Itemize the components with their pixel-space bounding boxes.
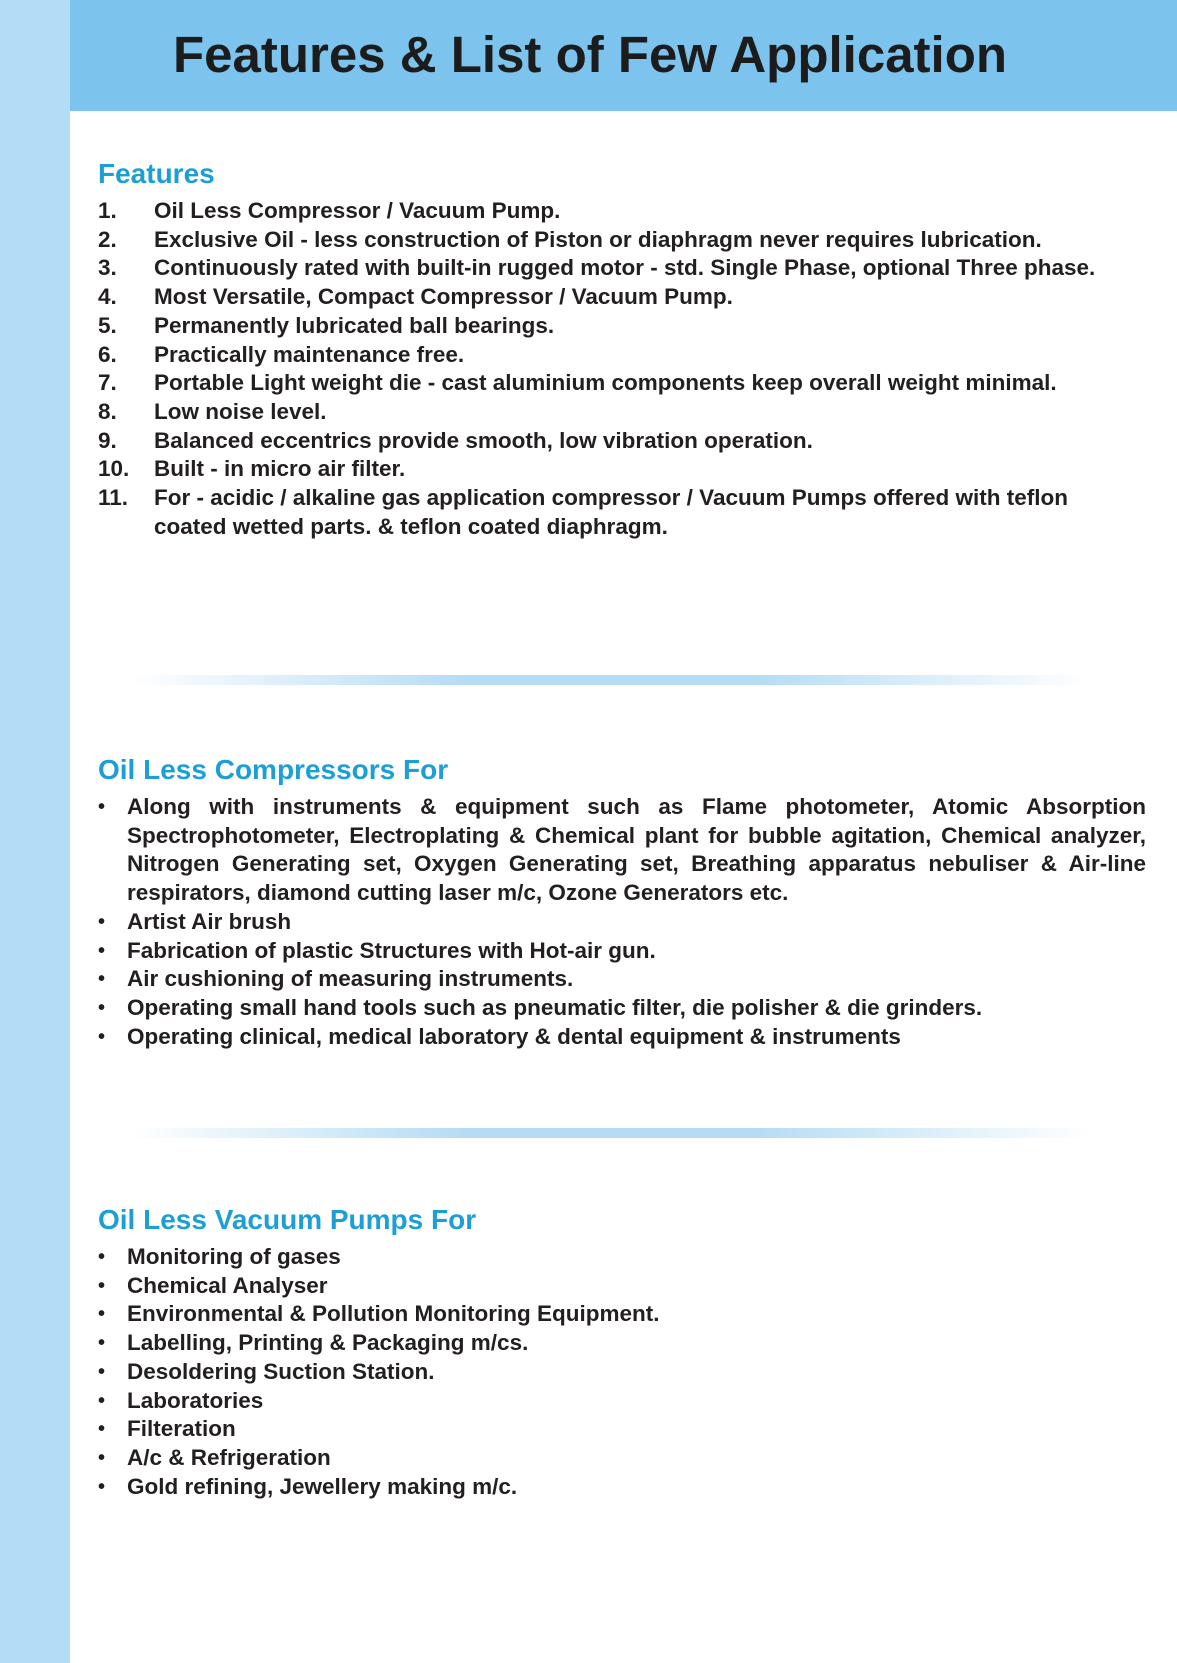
- item-number: 6.: [98, 341, 117, 367]
- list-item: • Operating small hand tools such as pneumatic filter, die polisher & die grinders.: [98, 994, 1146, 1023]
- list-item: [98, 283, 1118, 312]
- list-item: [98, 455, 1118, 484]
- list-item: [98, 254, 1118, 283]
- list-item: • Along with instruments & equipment such as Flame photometer, Atomic Absorption Spectrophotometer, Electroplating & Chemical plant for bubble agitation, Chemical analyzer, Nitrogen Generating set, Oxygen Generating set, Breathing apparatus nebuliser & Air-line respirators, diamond cutting laser m/c, Ozone Generators etc.: [98, 793, 1146, 908]
- item-text: Low noise level.: [154, 398, 327, 424]
- list-item: • Gold refining, Jewellery making m/c.: [98, 1473, 1146, 1502]
- compressors-section: [98, 751, 1146, 1051]
- list-item: [98, 197, 1118, 226]
- item-number: 9.: [98, 427, 117, 453]
- item-text: Balanced eccentrics provide smooth, low vibration operation.: [154, 427, 813, 453]
- list-item: • Operating clinical, medical laboratory & dental equipment & instruments: [98, 1023, 1146, 1052]
- features-section: [98, 155, 1118, 541]
- list-item: • Labelling, Printing & Packaging m/cs.: [98, 1329, 1146, 1358]
- list-item: • Chemical Analyser: [98, 1272, 1146, 1301]
- list-item: [98, 369, 1118, 398]
- item-text: Continuously rated with built-in rugged motor - std. Single Phase, optional Three phase.: [154, 255, 1096, 281]
- item-text: Oil Less Compressor / Vacuum Pump.: [154, 198, 561, 223]
- list-item: • Monitoring of gases: [98, 1243, 1146, 1272]
- item-number: 8.: [98, 398, 117, 424]
- section-divider: [130, 1128, 1090, 1138]
- item-text: Portable Light weight die - cast aluminium components keep overall weight minimal.: [154, 370, 1057, 396]
- item-number: 11.: [98, 485, 129, 511]
- list-item: [98, 398, 1118, 427]
- item-number: 4.: [98, 284, 117, 310]
- list-item: • Air cushioning of measuring instruments.: [98, 965, 1146, 994]
- list-item: • Artist Air brush: [98, 908, 1146, 937]
- item-text: For - acidic / alkaline gas application compressor / Vacuum Pumps offered with teflon coated wetted parts. & teflon coated diaphragm.: [154, 485, 1068, 539]
- item-text: Permanently lubricated ball bearings.: [154, 312, 555, 338]
- item-number: 10.: [98, 456, 130, 482]
- item-number: 5.: [98, 312, 117, 338]
- vacuum-pumps-heading: Oil Less Vacuum Pumps For: [98, 1204, 477, 1235]
- list-item: [98, 312, 1118, 341]
- features-heading: Features: [98, 158, 215, 189]
- vacuum-pumps-section: [98, 1201, 1146, 1501]
- list-item: • Environmental & Pollution Monitoring Equipment.: [98, 1300, 1146, 1329]
- list-item: • Desoldering Suction Station.: [98, 1358, 1146, 1387]
- left-sidebar-stripe: [0, 0, 70, 1663]
- list-item: [98, 484, 1118, 541]
- page-title: Features & List of Few Application: [172, 26, 1008, 83]
- item-text: Exclusive Oil - less construction of Piston or diaphragm never requires lubrication.: [154, 226, 1042, 252]
- list-item: • Fabrication of plastic Structures with Hot-air gun.: [98, 937, 1146, 966]
- list-item: [98, 341, 1118, 370]
- page-header-banner: [70, 0, 1177, 111]
- section-divider: [130, 675, 1090, 685]
- item-text: Built - in micro air filter.: [154, 456, 406, 482]
- item-text: Practically maintenance free.: [154, 341, 465, 367]
- item-number: 1.: [98, 198, 117, 223]
- vacuum-pumps-list: [98, 1243, 1146, 1501]
- list-item: • Filteration: [98, 1415, 1146, 1444]
- item-number: 3.: [98, 255, 117, 281]
- item-number: 7.: [98, 370, 117, 396]
- list-item: • Laboratories: [98, 1387, 1146, 1416]
- compressors-list: [98, 793, 1146, 1051]
- list-item: [98, 427, 1118, 456]
- compressors-heading: Oil Less Compressors For: [98, 754, 449, 785]
- item-text: Most Versatile, Compact Compressor / Vacuum Pump.: [154, 284, 733, 310]
- list-item: [98, 226, 1118, 255]
- list-item: • A/c & Refrigeration: [98, 1444, 1146, 1473]
- item-number: 2.: [98, 226, 117, 252]
- features-list: [98, 197, 1118, 541]
